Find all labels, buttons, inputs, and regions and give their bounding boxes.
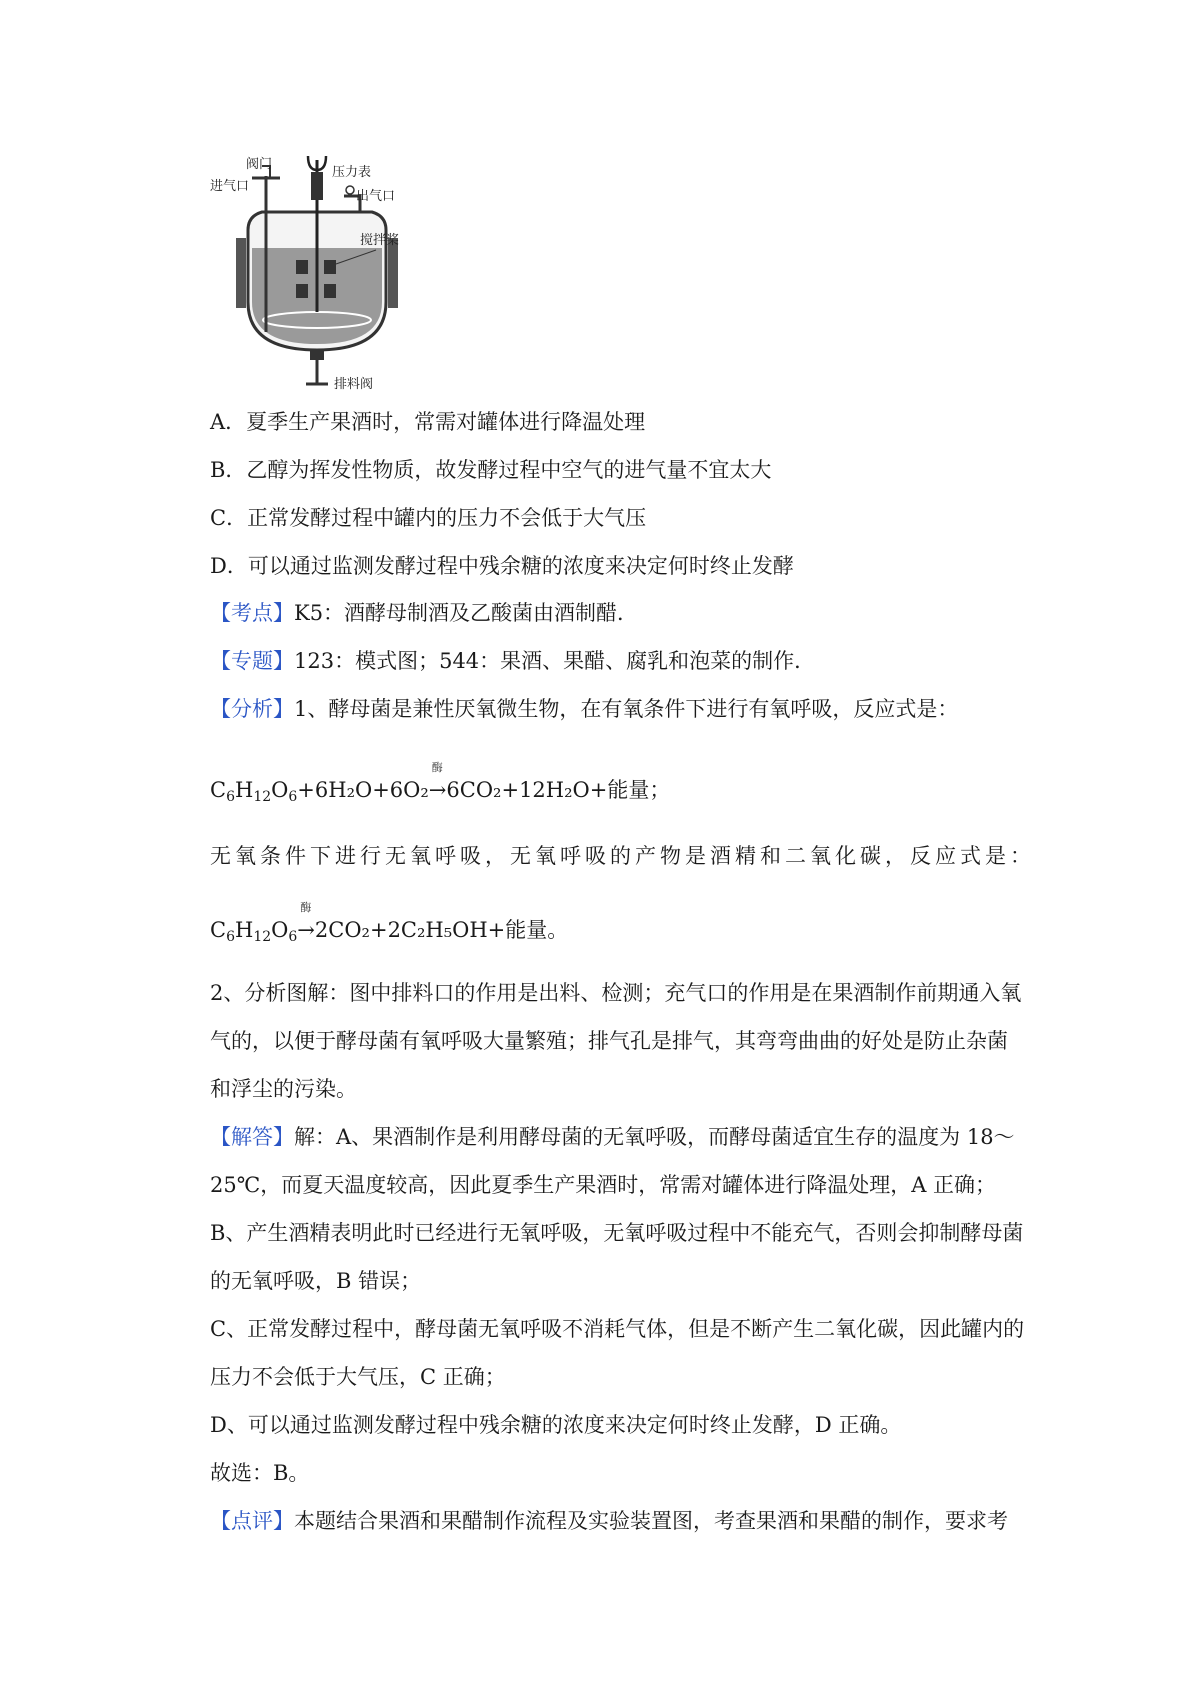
drain-valve (310, 350, 324, 360)
eq2-rhs: 2CO₂+2C₂H₅OH+能量。 (314, 918, 569, 942)
zhuanti-tag: 【专题】 (210, 649, 294, 673)
pressure-gauge-body (311, 172, 323, 200)
option-b: B．乙醇为挥发性物质，故发酵过程中空气的进气量不宜太大 (210, 458, 772, 482)
dianping-text: 本题结合果酒和果醋制作流程及实验装置图，考查果酒和果醋的制作，要求考 (294, 1509, 1008, 1533)
fermenter-diagram (210, 152, 410, 390)
label-gauge: 压力表 (332, 165, 372, 180)
kaodian-tag: 【考点】 (210, 601, 294, 625)
option-c: C．正常发酵过程中罐内的压力不会低于大气压 (210, 506, 647, 530)
equation-aerobic: $C_6H_{12}O_6+6H_2O+6O_2$ 酶 →6CO₂+12H₂O+能量； (210, 761, 671, 805)
kaodian-line (210, 603, 638, 624)
jieda-line3: B、产生酒精表明此时已经进行无氧呼吸，无氧呼吸过程中不能充气，否则会抑制酵母菌 (210, 1221, 1024, 1245)
enzyme-label-2: 酶 (300, 901, 312, 914)
jacket-right (388, 238, 398, 308)
fenxi-text: 1、酵母菌是兼性厌氧微生物，在有氧条件下进行有氧呼吸，反应式是： (294, 697, 959, 721)
fenxi-para2-line3: 和浮尘的污染。 (210, 1077, 357, 1101)
label-valve: 阀门 (246, 157, 273, 172)
jieda-line4: 的无氧呼吸，B 错误； (210, 1269, 422, 1293)
label-outlet: 出气口 (356, 189, 396, 204)
fenxi-para2-line1: 2、分析图解：图中排料口的作用是出料、检测；充气口的作用是在果酒制作前期通入氧 (210, 981, 1022, 1005)
impeller-1 (296, 260, 308, 274)
eq1-rhs: 6CO₂+12H₂O+能量； (446, 778, 671, 802)
label-stirrer: 搅拌桨 (360, 233, 400, 248)
jieda-tag: 【解答】 (210, 1125, 294, 1149)
zhuanti-text: 123：模式图；544：果酒、果醋、腐乳和泡菜的制作． (294, 649, 816, 673)
kaodian-text: K5：酒酵母制酒及乙酸菌由酒制醋． (294, 601, 639, 625)
jacket-left (236, 238, 246, 308)
impeller-2 (324, 260, 336, 274)
option-a: A．夏季生产果酒时，常需对罐体进行降温处理 (210, 410, 646, 434)
impeller-4 (324, 284, 336, 298)
anaerobic-line: 无氧条件下进行无氧呼吸，无氧呼吸的产物是酒精和二氧化碳，反应式是： (210, 844, 1035, 868)
jieda-line6: 压力不会低于大气压，C 正确； (210, 1365, 506, 1389)
impeller-3 (296, 284, 308, 298)
fenxi-line (210, 699, 958, 720)
enzyme-label-1: 酶 (431, 761, 443, 774)
jieda-line7: D、可以通过监测发酵过程中残余糖的浓度来决定何时终止发酵，D 正确。 (210, 1413, 902, 1437)
jieda-text-1: 解：A、果酒制作是利用酵母菌的无氧呼吸，而酵母菌适宜生存的温度为 18～ (294, 1125, 1015, 1149)
dianping-tag: 【点评】 (210, 1509, 294, 1533)
reaction-arrow-1: 酶 → (428, 761, 447, 802)
option-d: D．可以通过监测发酵过程中残余糖的浓度来决定何时终止发酵 (210, 554, 794, 578)
fenxi-para2-line2: 气的，以便于酵母菌有氧呼吸大量繁殖；排气孔是排气，其弯弯曲曲的好处是防止杂菌 (210, 1029, 1008, 1053)
jieda-line1 (210, 1127, 1015, 1148)
jieda-line5: C、正常发酵过程中，酵母菌无氧呼吸不消耗气体，但是不断产生二氧化碳，因此罐内的 (210, 1317, 1025, 1341)
dianping-line (210, 1511, 1008, 1532)
label-inlet: 进气口 (210, 179, 250, 194)
zhuanti-line (210, 651, 815, 672)
equation-anaerobic: $C_6H_{12}O_6$ 酶 →2CO₂+2C₂H₅OH+能量。 (210, 901, 569, 945)
fenxi-tag: 【分析】 (210, 697, 294, 721)
label-drain: 排料阀 (334, 377, 374, 390)
reaction-arrow-2: 酶 → (297, 901, 315, 942)
jieda-line8: 故选：B。 (210, 1461, 310, 1485)
jieda-line2: 25℃，而夏天温度较高，因此夏季生产果酒时，常需对罐体进行降温处理，A 正确； (210, 1173, 997, 1197)
eq1-lhs: +6H₂O+6O₂ (297, 778, 429, 802)
